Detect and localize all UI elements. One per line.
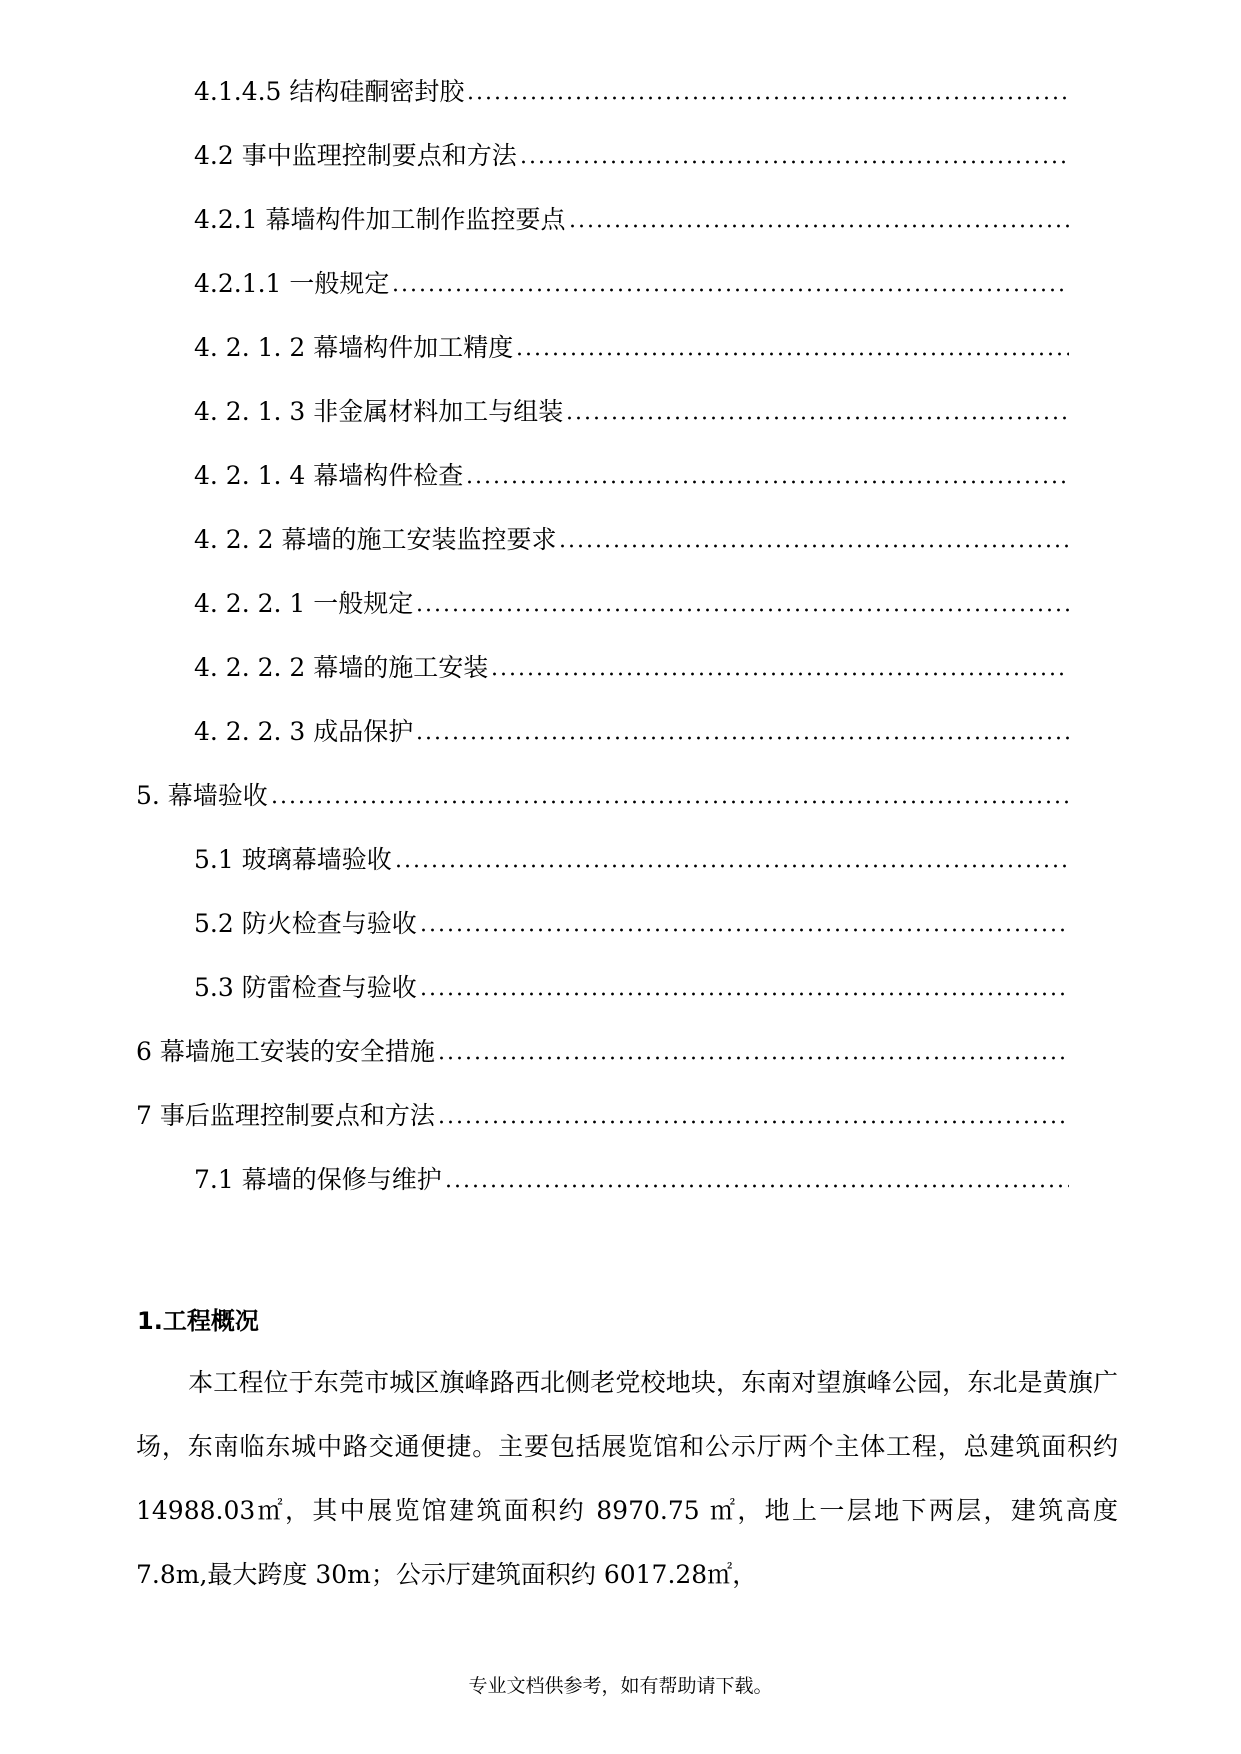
toc-entry: [136, 772, 1069, 808]
toc-entry-label: 5.3 防雷检查与验收: [194, 973, 417, 1002]
toc-leader-dots: [444, 1184, 1069, 1188]
toc-entry-label: 4. 2. 2. 3 成品保护: [194, 717, 414, 746]
toc-entry: [194, 964, 1069, 1000]
toc-entry: [194, 580, 1069, 616]
toc-entry: [194, 196, 1069, 232]
toc-entry: [136, 1028, 1069, 1064]
toc-entry: [194, 644, 1069, 680]
toc-leader-dots: [490, 672, 1069, 676]
toc-entry-label: 4.2.1 幕墙构件加工制作监控要点: [194, 205, 566, 234]
toc-entry: [194, 324, 1069, 360]
toc-entry-label: 4. 2. 2 幕墙的施工安装监控要求: [194, 525, 557, 554]
section-paragraph: [136, 1351, 1118, 1607]
toc-leader-dots: [437, 1120, 1069, 1124]
toc-leader-dots: [415, 736, 1069, 740]
toc-entry: [194, 388, 1069, 424]
toc-entry-label: 4. 2. 2. 1 一般规定: [194, 589, 414, 618]
toc-entry-label: 4.1.4.5 结构硅酮密封胶: [194, 77, 465, 106]
toc-leader-dots: [270, 800, 1069, 804]
toc-entry-label: 4. 2. 1. 3 非金属材料加工与组装: [194, 397, 564, 426]
toc-entry: [194, 516, 1069, 552]
toc-leader-dots: [415, 608, 1069, 612]
toc-entry-label: 4. 2. 1. 2 幕墙构件加工精度: [194, 333, 514, 362]
toc-entry-label: 5.2 防火检查与验收: [194, 909, 417, 938]
toc-entry: [194, 708, 1069, 744]
toc-leader-dots: [419, 928, 1069, 932]
toc-entry-label: 4. 2. 1. 4 幕墙构件检查: [194, 461, 464, 490]
toc-entry-label: 6 幕墙施工安装的安全措施: [136, 1037, 435, 1066]
toc-entry-label: 7.1 幕墙的保修与维护: [194, 1165, 442, 1194]
toc-entry-label: 7 事后监理控制要点和方法: [136, 1101, 435, 1130]
toc-leader-dots: [558, 544, 1069, 548]
section-paragraph-text: 本工程位于东莞市城区旗峰路西北侧老党校地块，东南对望旗峰公园，东北是黄旗广场，东南临东城中路交通便捷。主要包括展览馆和公示厅两个主体工程，总建筑面积约 14988.03㎡，其中展览馆建筑面积约 8970.75 ㎡，地上一层地下两层，建筑高度 7.8m,最大跨度 30m；公示厅建筑面积约 6017.28㎡，: [136, 1368, 1118, 1589]
toc-entry-label: 4.2 事中监理控制要点和方法: [194, 141, 517, 170]
toc-entry: [194, 260, 1069, 296]
toc-leader-dots: [568, 224, 1069, 228]
toc-entry: [194, 132, 1069, 168]
toc-entry: [194, 68, 1069, 104]
toc-leader-dots: [515, 352, 1069, 356]
toc-entry: [194, 1156, 1069, 1192]
toc-leader-dots: [519, 160, 1069, 164]
toc-leader-dots: [466, 96, 1069, 100]
section-heading: 1.工程概况: [137, 1307, 259, 1335]
toc-leader-dots: [391, 288, 1069, 292]
toc-leader-dots: [565, 416, 1069, 420]
toc-leader-dots: [419, 992, 1069, 996]
toc-leader-dots: [437, 1056, 1069, 1060]
toc-entry-label: 4. 2. 2. 2 幕墙的施工安装: [194, 653, 489, 682]
toc-entry-label: 5. 幕墙验收: [136, 781, 268, 810]
toc-entry-label: 5.1 玻璃幕墙验收: [194, 845, 392, 874]
toc-entry: [194, 836, 1069, 872]
page-footer: 专业文档供参考，如有帮助请下载。: [468, 1675, 773, 1697]
toc-leader-dots: [394, 864, 1069, 868]
toc-entry: [194, 452, 1069, 488]
toc-entry-label: 4.2.1.1 一般规定: [194, 269, 390, 298]
toc-entry: [136, 1092, 1069, 1128]
toc-entry: [194, 900, 1069, 936]
toc-leader-dots: [465, 480, 1069, 484]
